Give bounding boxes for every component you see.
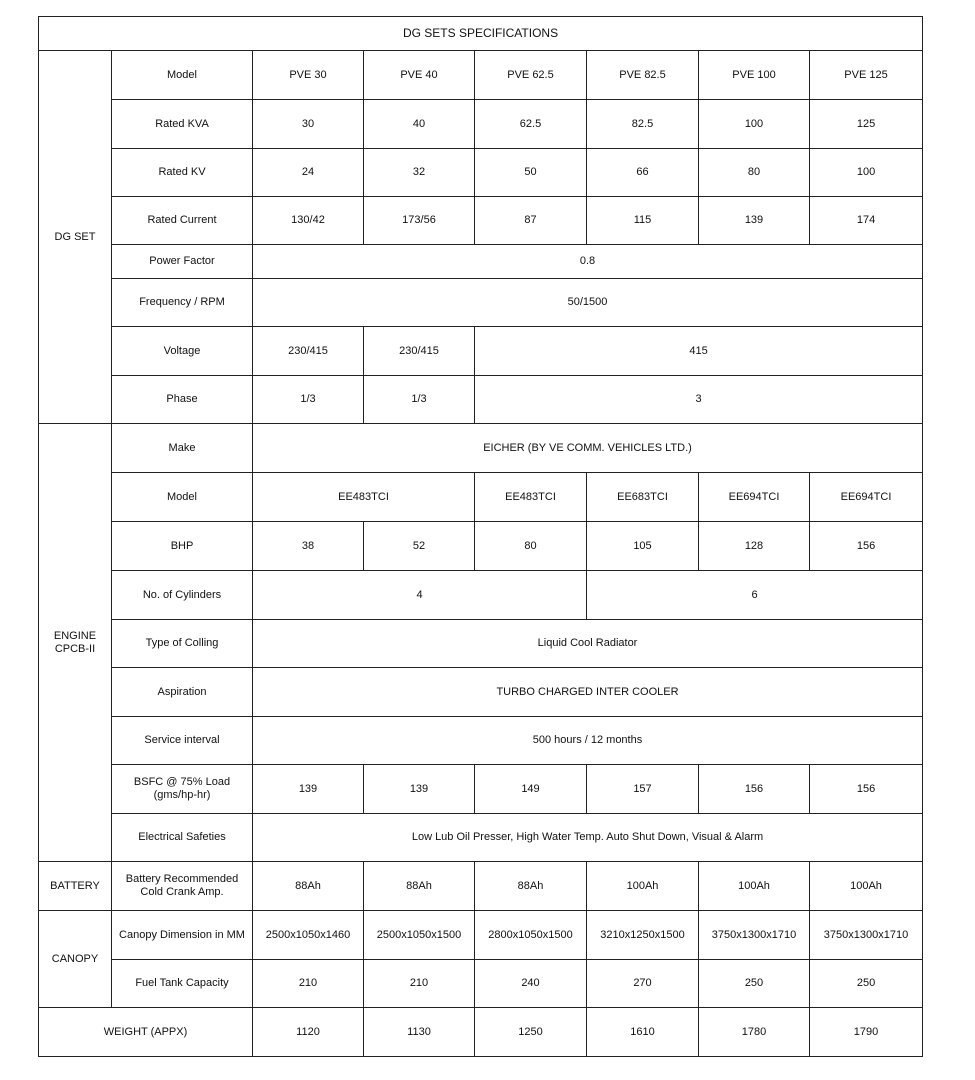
row-label-bsfc: BSFC @ 75% Load (gms/hp-hr) [112, 765, 253, 814]
cell: EICHER (BY VE COMM. VEHICLES LTD.) [253, 424, 923, 473]
cell: 52 [364, 522, 475, 571]
cell: 2500x1050x1460 [253, 911, 364, 960]
row-label-model: Model [112, 51, 253, 100]
cell: 87 [475, 197, 587, 245]
cell: Low Lub Oil Presser, High Water Temp. Auto Shut Down, Visual & Alarm [253, 814, 923, 862]
cell: PVE 100 [699, 51, 810, 100]
cell: 1250 [475, 1008, 587, 1057]
cell: 40 [364, 100, 475, 149]
cell: 500 hours / 12 months [253, 717, 923, 765]
row-label-fuel-tank: Fuel Tank Capacity [112, 960, 253, 1008]
row-label-phase: Phase [112, 376, 253, 424]
cell: 115 [587, 197, 699, 245]
cell: 4 [253, 571, 587, 620]
table-row [39, 149, 923, 197]
cell: 250 [810, 960, 923, 1008]
cell: 1/3 [253, 376, 364, 424]
cell: 156 [810, 522, 923, 571]
cell: 139 [364, 765, 475, 814]
cell: 2800x1050x1500 [475, 911, 587, 960]
cell: 38 [253, 522, 364, 571]
row-label-rated-current: Rated Current [112, 197, 253, 245]
row-label-frequency: Frequency / RPM [112, 279, 253, 327]
table-row [39, 51, 923, 100]
table-row [39, 327, 923, 376]
cell: 32 [364, 149, 475, 197]
row-label-weight: WEIGHT (APPX) [39, 1008, 253, 1057]
row-label-rated-kva: Rated KVA [112, 100, 253, 149]
cell: 149 [475, 765, 587, 814]
cell: 128 [699, 522, 810, 571]
cell: 415 [475, 327, 923, 376]
table-row [39, 473, 923, 522]
cell: Liquid Cool Radiator [253, 620, 923, 668]
specifications-table [38, 16, 923, 1057]
cell: 3750x1300x1710 [810, 911, 923, 960]
cell: 157 [587, 765, 699, 814]
cell: PVE 62.5 [475, 51, 587, 100]
cell: 156 [810, 765, 923, 814]
cell: PVE 125 [810, 51, 923, 100]
cell: 250 [699, 960, 810, 1008]
cell: 240 [475, 960, 587, 1008]
cell: 80 [475, 522, 587, 571]
cell: 6 [587, 571, 923, 620]
cell: 66 [587, 149, 699, 197]
table-row [39, 376, 923, 424]
section-dg-set: DG SET [39, 51, 112, 424]
table-row [39, 960, 923, 1008]
row-label-make: Make [112, 424, 253, 473]
cell: 62.5 [475, 100, 587, 149]
cell: PVE 82.5 [587, 51, 699, 100]
cell: EE483TCI [475, 473, 587, 522]
cell: 1610 [587, 1008, 699, 1057]
table-row [39, 911, 923, 960]
cell: 230/415 [364, 327, 475, 376]
table-row [39, 862, 923, 911]
cell: 88Ah [364, 862, 475, 911]
cell: 3 [475, 376, 923, 424]
table-row [39, 668, 923, 717]
cell: 270 [587, 960, 699, 1008]
cell: 1/3 [364, 376, 475, 424]
cell: 100 [810, 149, 923, 197]
table-row [39, 245, 923, 279]
row-label-service: Service interval [112, 717, 253, 765]
table-row [39, 197, 923, 245]
cell: 50 [475, 149, 587, 197]
row-label-canopy-dimension: Canopy Dimension in MM [112, 911, 253, 960]
cell: PVE 30 [253, 51, 364, 100]
cell: 156 [699, 765, 810, 814]
cell: EE483TCI [253, 473, 475, 522]
cell: 100Ah [699, 862, 810, 911]
cell: 3750x1300x1710 [699, 911, 810, 960]
row-label-bhp: BHP [112, 522, 253, 571]
cell: 210 [364, 960, 475, 1008]
cell: 105 [587, 522, 699, 571]
section-battery: BATTERY [39, 862, 112, 911]
row-label-engine-model: Model [112, 473, 253, 522]
cell: 88Ah [253, 862, 364, 911]
cell: 30 [253, 100, 364, 149]
cell: 125 [810, 100, 923, 149]
row-label-rated-kv: Rated KV [112, 149, 253, 197]
cell: 139 [699, 197, 810, 245]
cell: 88Ah [475, 862, 587, 911]
cell: 174 [810, 197, 923, 245]
cell: 210 [253, 960, 364, 1008]
table-row [39, 424, 923, 473]
table-row [39, 620, 923, 668]
row-label-cylinders: No. of Cylinders [112, 571, 253, 620]
table-row [39, 1008, 923, 1057]
cell: 0.8 [253, 245, 923, 279]
cell: 1130 [364, 1008, 475, 1057]
section-engine: ENGINE CPCB-II [39, 424, 112, 862]
row-label-safeties: Electrical Safeties [112, 814, 253, 862]
cell: 100Ah [587, 862, 699, 911]
cell: 1780 [699, 1008, 810, 1057]
cell: EE683TCI [587, 473, 699, 522]
table-row [39, 814, 923, 862]
row-label-aspiration: Aspiration [112, 668, 253, 717]
row-label-cooling: Type of Colling [112, 620, 253, 668]
cell: EE694TCI [699, 473, 810, 522]
row-label-voltage: Voltage [112, 327, 253, 376]
cell: 2500x1050x1500 [364, 911, 475, 960]
section-canopy: CANOPY [39, 911, 112, 1008]
cell: PVE 40 [364, 51, 475, 100]
table-row [39, 522, 923, 571]
row-label-power-factor: Power Factor [112, 245, 253, 279]
cell: 100 [699, 100, 810, 149]
table-row [39, 279, 923, 327]
cell: 100Ah [810, 862, 923, 911]
cell: 1790 [810, 1008, 923, 1057]
cell: 24 [253, 149, 364, 197]
cell: 82.5 [587, 100, 699, 149]
table-row [39, 571, 923, 620]
cell: 50/1500 [253, 279, 923, 327]
cell: 3210x1250x1500 [587, 911, 699, 960]
table-row [39, 100, 923, 149]
cell: 1120 [253, 1008, 364, 1057]
cell: 230/415 [253, 327, 364, 376]
cell: 80 [699, 149, 810, 197]
row-label-battery: Battery Recommended Cold Crank Amp. [112, 862, 253, 911]
table-row [39, 765, 923, 814]
table-row [39, 717, 923, 765]
cell: TURBO CHARGED INTER COOLER [253, 668, 923, 717]
table-title: DG SETS SPECIFICATIONS [39, 17, 923, 51]
cell: 130/42 [253, 197, 364, 245]
cell: EE694TCI [810, 473, 923, 522]
cell: 139 [253, 765, 364, 814]
cell: 173/56 [364, 197, 475, 245]
